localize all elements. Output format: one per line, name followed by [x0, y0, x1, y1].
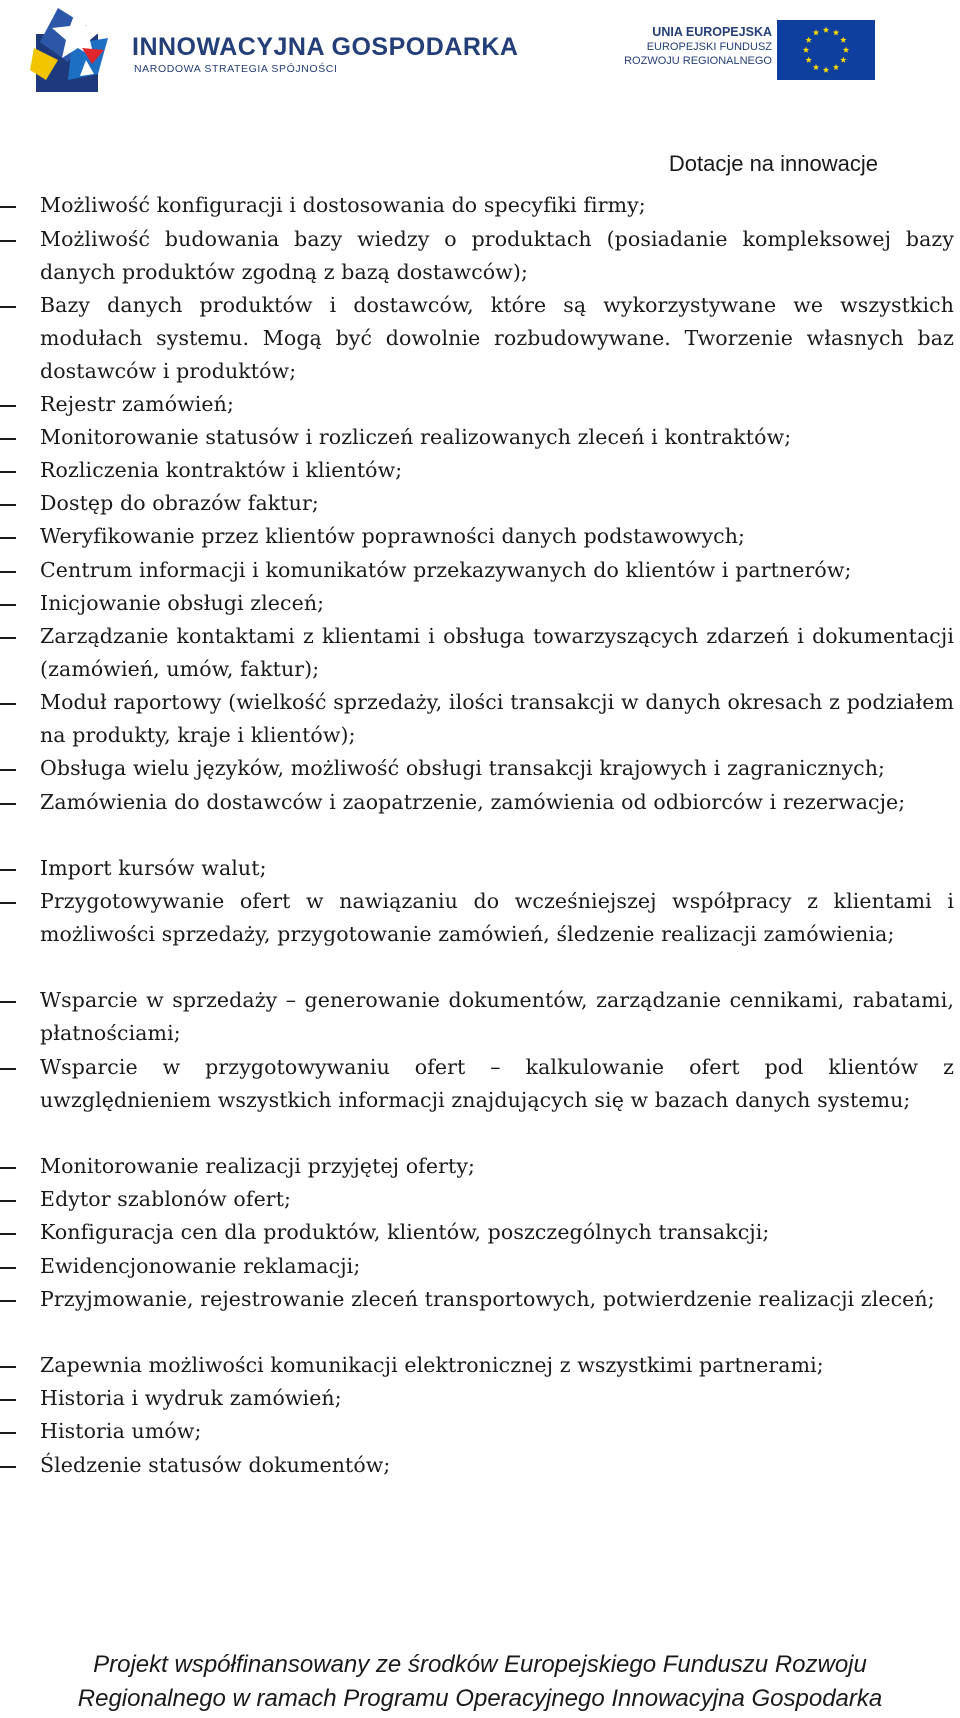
list-item-text: Historia umów; [40, 1419, 202, 1443]
list-item-text: Monitorowanie statusów i rozliczeń realizowanych zleceń i kontraktów; [40, 425, 792, 449]
list-item-text: Rozliczenia kontraktów i klientów; [40, 458, 403, 482]
dash-bullet-icon [0, 1366, 16, 1368]
dash-bullet-icon [0, 1300, 16, 1302]
list-item-text: Zarządzanie kontaktami z klientami i obsługa towarzyszących zdarzeń i dokumentacji (zamówień, umów, faktur); [40, 624, 954, 682]
list-item-text: Ewidencjonowanie reklamacji; [40, 1254, 361, 1278]
dash-bullet-icon [0, 1001, 16, 1003]
list-item-text: Weryfikowanie przez klientów poprawności danych podstawowych; [40, 524, 746, 548]
list-item-text: Wsparcie w sprzedaży – generowanie dokumentów, zarządzanie cennikami, rabatami, płatnościami; [40, 988, 954, 1046]
dash-bullet-icon [0, 1399, 16, 1401]
list-item-text: Moduł raportowy (wielkość sprzedaży, ilości transakcji w danych okresach z podziałem na produkty, kraje i klientów); [40, 690, 954, 748]
innowacyjna-gospodarka-logo [28, 4, 519, 94]
eu-fund-logo [620, 20, 875, 80]
dash-bullet-icon [0, 1167, 16, 1169]
dash-bullet-icon [0, 1200, 16, 1202]
dash-bullet-icon [0, 1466, 16, 1468]
dash-bullet-icon [0, 240, 16, 242]
dash-bullet-icon [0, 306, 16, 308]
dash-bullet-icon [0, 471, 16, 473]
dash-bullet-icon [0, 803, 16, 805]
list-item-text: Monitorowanie realizacji przyjętej oferty; [40, 1154, 476, 1178]
list-item-text: Śledzenie statusów dokumentów; [40, 1453, 391, 1477]
dash-bullet-icon [0, 604, 16, 606]
list-item-text: Edytor szablonów ofert; [40, 1187, 292, 1211]
eu-line-1: UNIA EUROPEJSKA [652, 25, 772, 39]
list-item-text: Możliwość konfiguracji i dostosowania do specyfiki firmy; [40, 193, 646, 217]
list-item-text: Zapewnia możliwości komunikacji elektronicznej z wszystkimi partnerami; [40, 1353, 824, 1377]
list-item-text: Bazy danych produktów i dostawców, które są wykorzystywane we wszystkich modułach systemu. Mogą być dowolnie rozbudowywane. Tworzenie własnych baz dostawców i produktów; [40, 293, 954, 384]
dash-bullet-icon [0, 405, 16, 407]
eu-line-2: EUROPEJSKI FUNDUSZ [646, 41, 772, 53]
list-item-text: Inicjowanie obsługi zleceń; [40, 591, 325, 615]
eu-flag-icon [777, 20, 875, 80]
dash-bullet-icon [0, 1233, 16, 1235]
dash-bullet-icon [0, 1267, 16, 1269]
dash-bullet-icon [0, 571, 16, 573]
list-item-text: Możliwość budowania bazy wiedzy o produktach (posiadanie kompleksowej bazy danych produktów zgodną z bazą dostawców); [40, 227, 954, 285]
logo-subtitle: NARODOWA STRATEGIA SPÓJNOŚCI [134, 63, 338, 75]
dash-bullet-icon [0, 206, 16, 208]
list-item-text: Przygotowywanie ofert w nawiązaniu do wcześniejszej współpracy z klientami i możliwości sprzedaży, przygotowanie zamówień, śledzenie realizacji zamówienia; [40, 889, 954, 947]
dash-bullet-icon [0, 438, 16, 440]
page-footer [0, 1648, 960, 1716]
innowacyjna-gospodarka-emblem-icon [28, 4, 123, 94]
dash-bullet-icon [0, 902, 16, 904]
list-item-text: Konfiguracja cen dla produktów, klientów, poszczególnych transakcji; [40, 1220, 770, 1244]
dash-bullet-icon [0, 769, 16, 771]
footer-line-1: Projekt współfinansowany ze środków Europejskiego Funduszu Rozwoju [93, 1651, 867, 1678]
list-item-text: Przyjmowanie, rejestrowanie zleceń transportowych, potwierdzenie realizacji zleceń; [40, 1287, 935, 1311]
list-item-text: Centrum informacji i komunikatów przekazywanych do klientów i partnerów; [40, 558, 852, 582]
dash-bullet-icon [0, 703, 16, 705]
dash-bullet-icon [0, 1432, 16, 1434]
header-tagline: Dotacje na innowacje [668, 151, 878, 176]
list-item-text: Import kursów walut; [40, 856, 267, 880]
list-item-text: Dostęp do obrazów faktur; [40, 491, 319, 515]
dash-bullet-icon [0, 637, 16, 639]
list-item-text: Zamówienia do dostawców i zaopatrzenie, zamówienia od odbiorców i rezerwacje; [40, 790, 906, 814]
dash-bullet-icon [0, 869, 16, 871]
list-item-text: Wsparcie w przygotowywaniu ofert – kalkulowanie ofert pod klientów z uwzględnieniem wszystkich informacji znajdujących się w bazach danych systemu; [40, 1055, 954, 1113]
dash-bullet-icon [0, 1068, 16, 1070]
list-item-text: Historia i wydruk zamówień; [40, 1386, 342, 1410]
list-item-text: Rejestr zamówień; [40, 392, 234, 416]
dash-bullet-icon [0, 504, 16, 506]
eu-fund-text [624, 24, 772, 68]
dash-bullet-icon [0, 537, 16, 539]
list-item-text: Obsługa wielu języków, możliwość obsługi transakcji krajowych i zagranicznych; [40, 756, 886, 780]
eu-line-3: ROZWOJU REGIONALNEGO [624, 55, 772, 67]
logo-title: INNOWACYJNA GOSPODARKA [132, 33, 519, 61]
footer-line-2: Regionalnego w ramach Programu Operacyjnego Innowacyjna Gospodarka [77, 1685, 883, 1712]
